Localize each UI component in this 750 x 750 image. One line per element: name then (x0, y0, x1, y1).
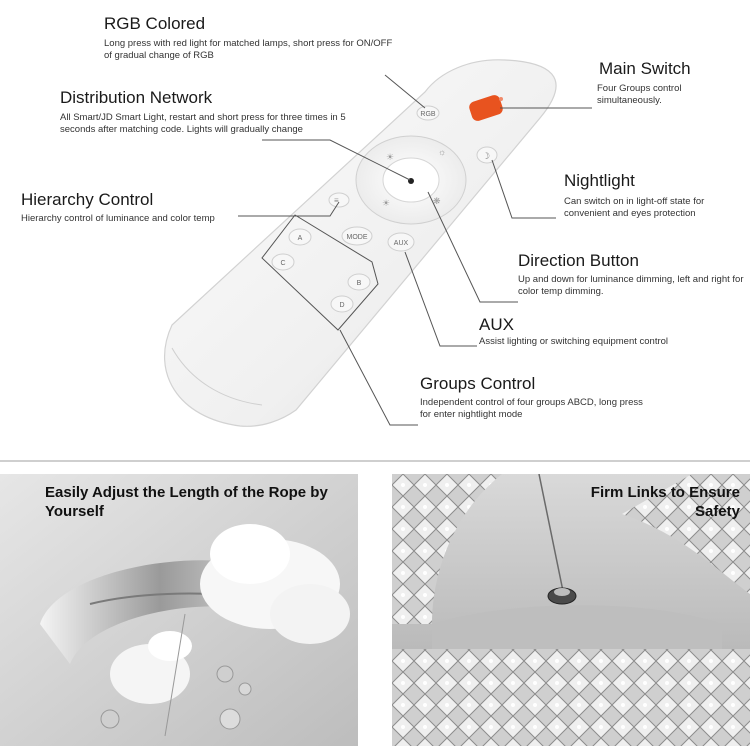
safety-link-photo (392, 474, 750, 746)
indicator-led (499, 97, 503, 101)
rope-caption: Easily Adjust the Length of the Rope by Yourself (45, 484, 328, 520)
mode-button-label: MODE (346, 234, 368, 241)
mode-button[interactable] (342, 227, 372, 245)
group-b-label: B (356, 280, 362, 287)
main-switch-desc: Four Groups control simultaneously. (597, 83, 682, 106)
moon-icon: ☽ (482, 151, 491, 161)
brightness-up-icon: ☼ (438, 147, 447, 157)
brightness-down-icon: ☀ (386, 152, 395, 162)
aux-button-label: AUX (393, 240, 409, 247)
group-a-label: A (297, 235, 303, 242)
rgb-desc: Long press with red light for matched lamps, short press for ON/OFF of gradual change of RGB (104, 38, 393, 61)
aux-title: AUX (479, 315, 514, 334)
warm-light-icon: ☀ (382, 198, 391, 208)
direction-desc: Up and down for luminance dimming, left and right for color temp dimming. (518, 274, 744, 297)
group-d-button[interactable] (331, 296, 353, 312)
hierarchy-icon: ≡ (334, 196, 339, 205)
section-divider (0, 460, 750, 462)
group-b-button[interactable] (348, 274, 370, 290)
direction-title: Direction Button (518, 251, 639, 270)
groups-title: Groups Control (420, 374, 536, 393)
group-c-button[interactable] (272, 254, 294, 270)
aux-desc: Assist lighting or switching equipment control (479, 336, 669, 347)
nightlight-title: Nightlight (564, 171, 635, 190)
rope-adjust-photo (0, 474, 358, 746)
hierarchy-desc: Hierarchy control of luminance and color temp (21, 213, 215, 224)
groups-desc: Independent control of four groups ABCD, long press for enter nightlight mode (420, 397, 643, 420)
safety-caption: Firm Links to Ensure Safety (590, 484, 740, 520)
rgb-button-label: RGB (420, 111, 436, 118)
direction-pad[interactable] (356, 136, 466, 224)
main-switch-title: Main Switch (599, 59, 691, 78)
nightlight-desc: Can switch on in light-off state for convenient and eyes protection (564, 196, 705, 219)
group-a-button[interactable] (289, 229, 311, 245)
aux-button[interactable] (388, 233, 414, 251)
group-c-label: C (280, 260, 286, 267)
hierarchy-title: Hierarchy Control (21, 190, 154, 209)
cool-light-icon: ❋ (433, 196, 441, 206)
distribution-desc: All Smart/JD Smart Light, restart and short press for three times in 5 seconds after matching code. Lights will gradually change (60, 112, 346, 135)
rgb-title: RGB Colored (104, 14, 206, 33)
distribution-title: Distribution Network (60, 88, 213, 107)
group-d-label: D (339, 302, 345, 309)
nightlight-button[interactable] (477, 147, 497, 163)
rgb-button[interactable] (417, 106, 439, 120)
hierarchy-button[interactable] (329, 193, 349, 207)
